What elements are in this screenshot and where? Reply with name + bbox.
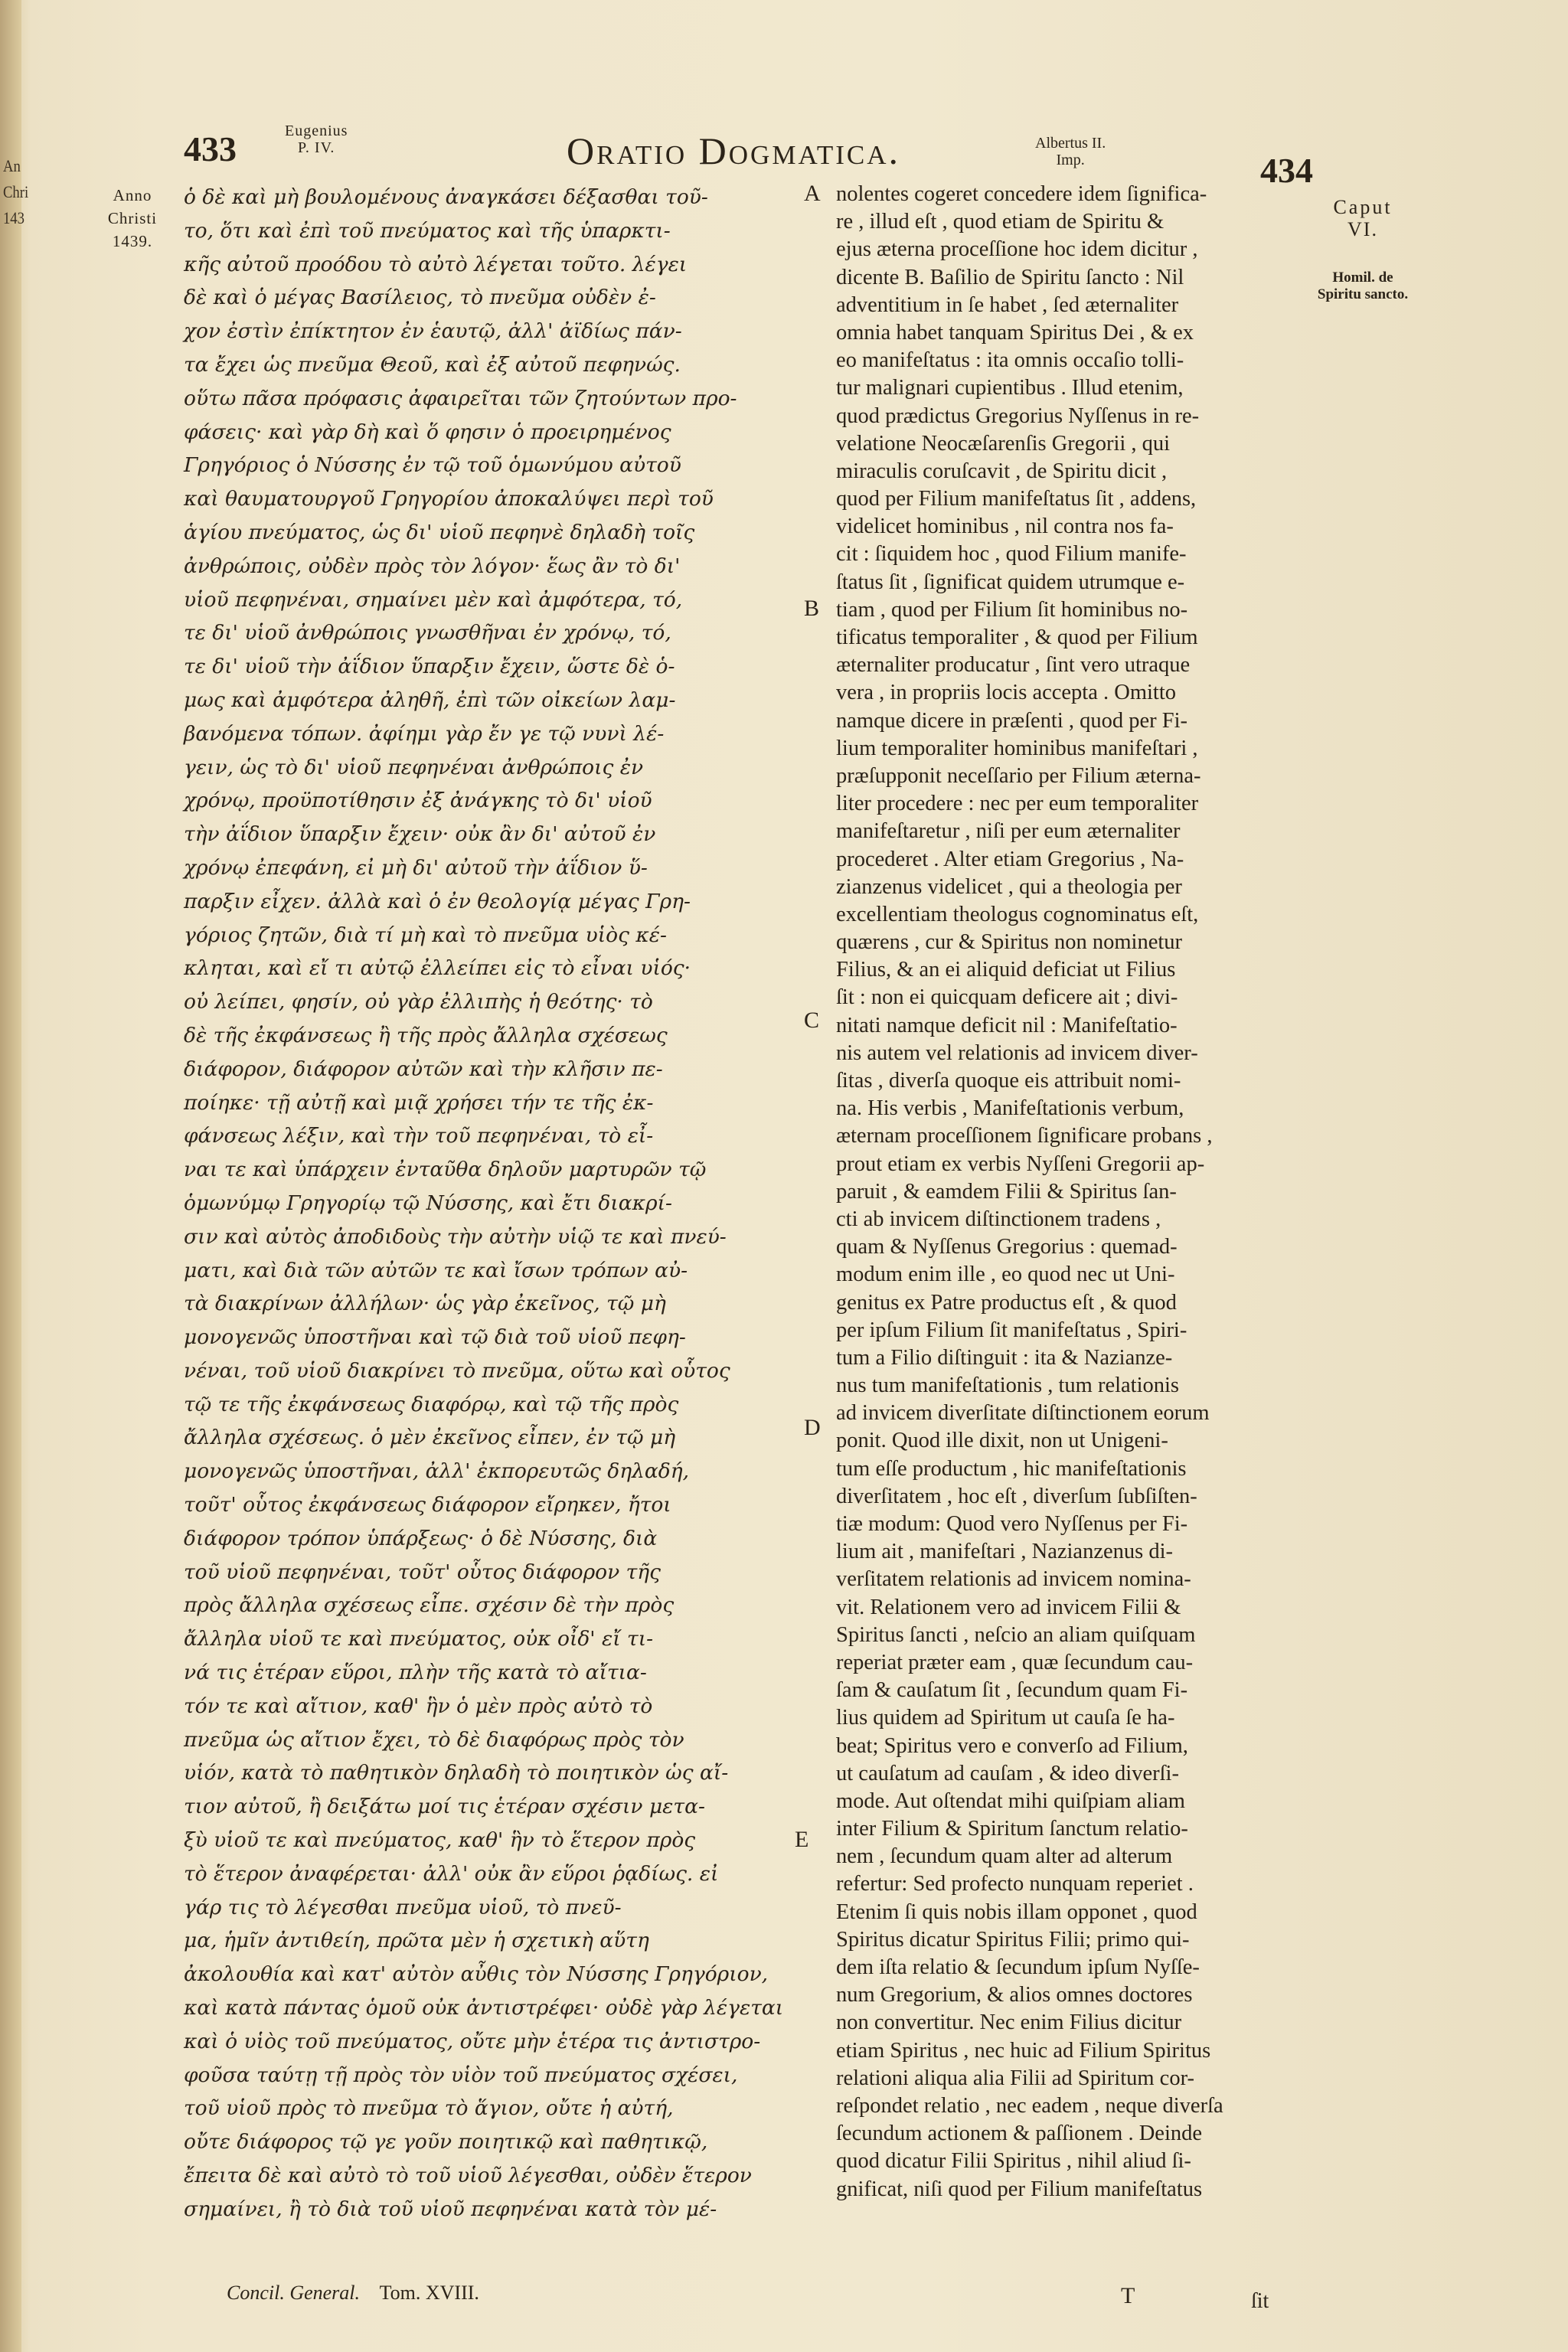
catchword: ſit	[1251, 2289, 1269, 2313]
text-line: κληται, καὶ εἴ τι αὐτῷ ἐλλείπει εἰς τὸ εἶναι υἱός·	[184, 956, 691, 981]
text-line: Filius, & an ei aliquid deficiat ut Filius	[836, 958, 1176, 982]
text-line: num Gregorium, & alios omnes doctores	[836, 1983, 1193, 2007]
text-line: σιν καὶ αὐτὸς ἀποδιδοὺς τὴν αὐτὴν υἱῷ τε καὶ πνεύ-	[184, 1224, 727, 1249]
text-line: quam & Nyſſenus Gregorius : quemad-	[836, 1235, 1178, 1259]
running-head-left-line: P. IV.	[298, 139, 335, 156]
text-line: lium temporaliter hominibus manifeſtari ,	[836, 736, 1198, 760]
text-line: reſpondet relatio , nec eadem , neque diverſa	[836, 2093, 1223, 2118]
signature-mark: T	[1121, 2283, 1135, 2308]
footer-volume	[227, 2282, 479, 2305]
text-line: παρξιν εἶχεν. ἀλλὰ καὶ ὁ ἐν θεολογίᾳ μέγας Γρη-	[184, 889, 691, 913]
chapter-number: VI.	[1348, 218, 1378, 240]
text-line: quod dicatur Filii Spiritus , nihil aliud ſi-	[836, 2149, 1191, 2174]
text-line: μα, ἡμῖν ἀντιθείη, πρῶτα μὲν ἡ σχετικὴ αὕτη	[184, 1929, 649, 1953]
text-line: ejus æterna proceſſione hoc idem dicitur ,	[836, 237, 1198, 262]
text-line: ναι τε καὶ ὑπάρχειν ἐνταῦθα δηλοῦν μαρτυρῶν τῷ	[184, 1158, 707, 1182]
text-line: tiam , quod per Filium ſit hominibus no-	[836, 597, 1188, 622]
text-line: æternaliter producatur , ſint vero utraque	[836, 653, 1191, 678]
text-line: ut cauſatum ad cauſam , & ideo diverſi-	[836, 1761, 1179, 1785]
page-number-right: 434	[1260, 151, 1313, 190]
text-line: ἄλληλα σχέσεως. ὁ μὲν ἐκεῖνος εἶπεν, ἐν τῷ μὴ	[184, 1426, 676, 1450]
text-line: ἀνθρώποις, οὐδὲν πρὸς τὸν λόγον· ἕως ἂν τὸ δι'	[184, 554, 681, 578]
section-marker-e: E	[795, 1827, 809, 1852]
text-line: χρόνῳ, προϋποτίθησιν ἐξ ἀνάγκης τὸ δι' υἱοῦ	[184, 789, 652, 813]
text-line: βανόμενα τόπων. ἀφίημι γὰρ ἔν γε τῷ νυνὶ λέ-	[184, 721, 665, 746]
text-line: τιον αὐτοῦ, ἢ δειξάτω μοί τις ἑτέραν σχέσιν μετα-	[184, 1795, 705, 1819]
margin-reference-line: Homil. de	[1332, 270, 1393, 286]
text-line: procederet . Alter etiam Gregorius , Na-	[836, 847, 1184, 871]
text-line: liter procedere : nec per eum temporaliter	[836, 792, 1199, 816]
text-line: ſtatus ſit , ſignificat quidem utrumque e-	[836, 570, 1185, 594]
chapter-label: Caput	[1333, 196, 1393, 218]
text-line: νά τις ἑτέραν εὕροι, πλὴν τῆς κατὰ τὸ αἴτια-	[184, 1661, 647, 1685]
text-line: adventitium in ſe habet , ſed æternaliter	[836, 292, 1179, 317]
text-line: nolentes cogeret concedere idem ſignifica-	[836, 182, 1207, 206]
page-title: Oratio Dogmatica.	[567, 129, 900, 172]
text-line: οὔτε διάφορος τῷ γε γοῦν ποιητικῷ καὶ παθητικῷ,	[184, 2130, 708, 2154]
text-line: ἀκολουθία καὶ κατ' αὐτὸν αὖθις τὸν Νύσσης Γρηγόριον,	[184, 1962, 769, 1987]
text-line: τοῦ υἱοῦ πρὸς τὸ πνεῦμα τὸ ἅγιον, οὔτε ἡ αὐτή,	[184, 2096, 674, 2121]
text-line: beat; Spiritus vero e converſo ad Filium,	[836, 1733, 1188, 1758]
margin-reference-line: Spiritu sancto.	[1317, 286, 1409, 302]
text-line: cit : ſiquidem hoc , quod Filium manife-	[836, 542, 1187, 567]
text-line: ſit : non ei quicquam deficere ait ; divi-	[836, 985, 1178, 1010]
text-line: non convertitur. Nec enim Filius dicitur	[836, 2011, 1182, 2035]
text-line: tur malignari cupientibus . Illud etenim,	[836, 376, 1184, 400]
text-line: οὐ λείπει, φησίν, οὐ γὰρ ἐλλιπὴς ἡ θεότης· τὸ	[184, 990, 653, 1014]
running-head-right	[1035, 135, 1106, 168]
text-line: καὶ κατὰ πάντας ὁμοῦ οὐκ ἀντιστρέφει· οὐδὲ γὰρ λέγεται	[184, 1996, 784, 2020]
text-line: τὰ διακρίνων ἀλλήλων· ὡς γὰρ ἐκεῖνος, τῷ μὴ	[184, 1292, 666, 1316]
text-line: Spiritus dicatur Spiritus Filii; primo qui-	[836, 1927, 1190, 1952]
section-marker-c: C	[804, 1008, 820, 1033]
text-line: ἔπειτα δὲ καὶ αὐτὸ τὸ τοῦ υἱοῦ λέγεσθαι, οὐδὲν ἕτερον	[184, 2164, 752, 2188]
text-line: dicente B. Baſilio de Spiritu ſancto : Nil	[836, 265, 1184, 289]
text-line: per ipſum Filium ſit manifeſtatus , Spiri-	[836, 1318, 1187, 1342]
text-line: paruit , & eamdem Filii & Spiritus ſan-	[836, 1179, 1177, 1204]
text-line: nus tum manifeſtationis , tum relationis	[836, 1374, 1180, 1398]
section-marker-d: D	[804, 1415, 821, 1440]
greek-text-column	[184, 181, 789, 2226]
text-line: καὶ ὁ υἱὸς τοῦ πνεύματος, οὔτε μὴν ἑτέρα τις ἀντιστρο-	[184, 2029, 761, 2053]
text-line: δὲ καὶ ὁ μέγας Βασίλειος, τὸ πνεῦμα οὐδὲν ἐ-	[184, 286, 656, 310]
text-line: tiæ modum: Quod vero Nyſſenus per Fi-	[836, 1512, 1188, 1536]
text-line: nis autem vel relationis ad invicem diver-	[836, 1040, 1198, 1065]
text-line: τοῦτ' οὗτος ἐκφάνσεως διάφορον εἴρηκεν, ἤτοι	[184, 1493, 671, 1517]
text-line: eo manifeſtatus : ita omnis occaſio tolli-	[836, 348, 1184, 373]
latin-text-column	[836, 181, 1306, 2203]
text-line: ποίηκε· τῇ αὐτῇ καὶ μιᾷ χρήσει τήν τε τῆς ἐκ-	[184, 1090, 654, 1115]
text-line: φάνσεως λέξιν, καὶ τὴν τοῦ πεφηνέναι, τὸ εἶ-	[184, 1124, 654, 1148]
text-line: τὸ ἕτερον ἀναφέρεται· ἀλλ' οὐκ ἂν εὕροι ῥᾳδίως. εἰ	[184, 1861, 719, 1886]
text-line: vera , in propriis locis accepta . Omitto	[836, 681, 1176, 705]
prev-edge-line: 143	[2, 208, 24, 227]
running-head-left-line: Eugenius	[285, 122, 348, 139]
text-line: δὲ τῆς ἐκφάνσεως ἢ τῆς πρὸς ἄλληλα σχέσεως	[184, 1023, 668, 1047]
text-line: Spiritus ſancti , neſcio an aliam quiſquam	[836, 1622, 1196, 1647]
text-line: φάσεις· καὶ γὰρ δὴ καὶ ὅ φησιν ὁ προειρημένος	[184, 420, 671, 444]
text-line: velatione Neocæſarenſis Gregorii , qui	[836, 431, 1171, 456]
text-line: namque dicere in præſenti , quod per Fi-	[836, 708, 1188, 733]
text-line: lius quidem ad Spiritum ut cauſa ſe ha-	[836, 1706, 1175, 1730]
text-line: prout etiam ex verbis Nyſſeni Gregorii ap-	[836, 1152, 1205, 1176]
text-line: tum a Filio diſtinguit : ita & Nazianze-	[836, 1345, 1173, 1370]
margin-note-line: Christi	[107, 209, 158, 227]
text-line: υἱοῦ πεφηνέναι, σημαίνει μὲν καὶ ἀμφότερα, τό,	[184, 587, 683, 612]
margin-reference	[1317, 270, 1409, 303]
text-line: quod prædictus Gregorius Nyſſenus in re-	[836, 403, 1200, 428]
text-line: excellentiam theologus cognominatus eſt,	[836, 902, 1199, 926]
text-line: οὕτω πᾶσα πρόφασις ἀφαιρεῖται τῶν ζητούντων προ-	[184, 386, 737, 410]
text-line: ἄλληλα υἱοῦ τε καὶ πνεύματος, οὐκ οἶδ' εἴ τι-	[184, 1627, 654, 1651]
text-line: mode. Aut oſtendat mihi quiſpiam aliam	[836, 1788, 1185, 1813]
text-line: diverſitatem , hoc eſt , diverſum ſubſiſten-	[836, 1484, 1197, 1508]
text-line: υἱόν, κατὰ τὸ παθητικὸν δηλαδὴ τὸ ποιητικὸν ὡς αἴ-	[184, 1761, 729, 1785]
text-line: reperiat præter eam , quæ ſecundum cau-	[836, 1650, 1194, 1674]
text-line: ſitas , diverſa quoque eis attribuit nomi-	[836, 1069, 1181, 1093]
text-line: etiam Spiritus , nec huic ad Filium Spiritus	[836, 2038, 1211, 2063]
text-line: γόριος ζητῶν, διὰ τί μὴ καὶ τὸ πνεῦμα υἱὸς κέ-	[184, 923, 667, 947]
text-line: quod per Filium manifeſtatus ſit , addens,	[836, 487, 1197, 511]
text-line: cti ab invicem diſtinctionem tradens ,	[836, 1207, 1161, 1231]
text-line: relationi aliqua alia Filii ad Spiritum cor-	[836, 2066, 1194, 2090]
text-line: χον ἐστὶν ἐπίκτητον ἐν ἑαυτῷ, ἀλλ' ἀϊδίως πάν-	[184, 319, 682, 344]
prev-edge-line: An	[2, 156, 21, 175]
footer-volume-number: Tom. XVIII.	[379, 2282, 479, 2304]
text-line: videlicet hominibus , nil contra nos fa-	[836, 514, 1174, 539]
running-head-right-line: Albertus II.	[1035, 135, 1106, 152]
text-line: ματι, καὶ διὰ τῶν αὐτῶν τε καὶ ἴσων τρόπων αὐ-	[184, 1258, 688, 1282]
footer-work-title: Concil. General.	[227, 2282, 361, 2304]
text-line: τε δι' υἱοῦ τὴν ἀΐδιον ὕπαρξιν ἔχειν, ὥστε δὲ ὁ-	[184, 655, 675, 679]
text-line: omnia habet tanquam Spiritus Dei , & ex	[836, 320, 1194, 345]
text-line: κῆς αὐτοῦ προόδου τὸ αὐτὸ λέγεται τοῦτο. λέγει	[184, 252, 688, 276]
text-line: re , illud eſt , quod etiam de Spiritu &	[836, 210, 1165, 234]
text-line: nem , ſecundum quam alter ad alterum	[836, 1844, 1173, 1869]
text-line: μονογενῶς ὑποστῆναι καὶ τῷ διὰ τοῦ υἱοῦ πεφη-	[184, 1325, 686, 1350]
text-line: πνεῦμα ὡς αἴτιον ἔχει, τὸ δὲ διαφόρως πρὸς τὸν	[184, 1727, 684, 1752]
text-line: verſitatem relationis ad invicem nomina-	[836, 1567, 1191, 1592]
text-line: ſecundum actionem & paſſionem . Deinde	[836, 2122, 1203, 2146]
text-line: inter Filium & Spiritum ſanctum relatio-	[836, 1817, 1188, 1841]
prev-edge-line: Chri	[2, 182, 29, 201]
binding-gutter	[0, 0, 29, 2352]
text-line: ξὺ υἱοῦ τε καὶ πνεύματος, καθ' ἣν τὸ ἕτερον πρὸς	[184, 1828, 696, 1853]
section-marker-b: B	[804, 596, 820, 621]
text-line: tificatus temporaliter , & quod per Filium	[836, 626, 1198, 649]
margin-note-line: Anno	[113, 186, 152, 204]
text-line: ἁγίου πνεύματος, ὡς δι' υἱοῦ πεφηνὲ δηλαδὴ τοῖς	[184, 520, 695, 544]
text-line: τόν τε καὶ αἴτιον, καθ' ἣν ὁ μὲν πρὸς αὐτὸ τὸ	[184, 1694, 653, 1718]
text-line: manifeſtaretur , niſi per eum æternaliter	[836, 819, 1181, 844]
text-line: πρὸς ἄλληλα σχέσεως εἶπε. σχέσιν δὲ τὴν πρὸς	[184, 1593, 675, 1618]
text-line: σημαίνει, ἢ τὸ διὰ τοῦ υἱοῦ πεφηνέναι κατὰ τὸν μέ-	[184, 2197, 717, 2221]
text-line: æternam proceſſionem ſignificare probans ,	[836, 1124, 1213, 1148]
text-line: ad invicem diverſitate diſtinctionem eorum	[836, 1401, 1210, 1426]
text-line: ὁμωνύμῳ Γρηγορίῳ τῷ Νύσσης, καὶ ἔτι διακρί-	[184, 1191, 672, 1215]
text-line: γάρ τις τὸ λέγεσθαι πνεῦμα υἱοῦ, τὸ πνεῦ-	[184, 1895, 622, 1919]
previous-page-edge	[2, 153, 29, 231]
text-line: dem iſta relatio & ſecundum ipſum Nyſſe-	[836, 1955, 1200, 1979]
text-line: φοῦσα ταύτῃ τῇ πρὸς τὸν υἱὸν τοῦ πνεύματος σχέσει,	[184, 2063, 738, 2087]
margin-note-line: 1439.	[112, 232, 153, 250]
text-line: διάφορον, διάφορον αὐτῶν καὶ τὴν κλῆσιν πε-	[184, 1057, 663, 1081]
running-head-left	[285, 122, 348, 156]
text-line: διάφορον τρόπον ὑπάρξεως· ὁ δὲ Νύσσης, διὰ	[184, 1526, 658, 1550]
text-line: vit. Relationem vero ad invicem Filii &	[836, 1595, 1181, 1619]
text-line: lium ait , manifeſtari , Nazianzenus di-	[836, 1540, 1174, 1564]
text-line: genitus ex Patre productus eſt , & quod	[836, 1290, 1177, 1315]
text-line: ponit. Quod ille dixit, non ut Unigeni-	[836, 1429, 1168, 1453]
text-line: na. His verbis , Manifeſtationis verbum,	[836, 1096, 1184, 1121]
text-line: καὶ θαυματουργοῦ Γρηγορίου ἀποκαλύψει περὶ τοῦ	[184, 487, 714, 511]
text-line: μονογενῶς ὑποστῆναι, ἀλλ' ἐκπορευτῶς δηλαδή,	[184, 1459, 690, 1484]
running-head-right-line: Imp.	[1056, 152, 1085, 168]
text-line: το, ὅτι καὶ ἐπὶ τοῦ πνεύματος καὶ τῆς ὑπαρκτι-	[184, 218, 671, 243]
text-line: τὴν ἀΐδιον ὕπαρξιν ἔχειν· οὐκ ἂν δι' αὐτοῦ ἐν	[184, 822, 656, 847]
text-line: Etenim ſi quis nobis illam opponet , quod	[836, 1900, 1197, 1924]
text-line: zianzenus videlicet , qui a theologia per	[836, 874, 1182, 899]
text-line: refertur: Sed profecto nunquam reperiet .	[836, 1872, 1194, 1896]
text-line: τα ἔχει ὡς πνεῦμα Θεοῦ, καὶ ἐξ αὐτοῦ πεφηνώς.	[184, 352, 681, 377]
text-line: μως καὶ ἀμφότερα ἀληθῆ, ἐπὶ τῶν οἰκείων λαμ-	[184, 688, 676, 712]
text-line: miraculis coruſcavit , de Spiritu dicit ,	[836, 459, 1168, 483]
text-line: nitati namque deficit nil : Manifeſtatio-	[836, 1013, 1178, 1037]
text-line: præſupponit neceſſario per Filium æterna-	[836, 763, 1201, 788]
text-line: ὁ δὲ καὶ μὴ βουλομένους ἀναγκάσει δέξασθαι τοῦ-	[184, 185, 708, 209]
text-line: τοῦ υἱοῦ πεφηνέναι, τοῦτ' οὗτος διάφορον τῆς	[184, 1560, 662, 1584]
text-line: tum eſſe productum , hic manifeſtationis	[836, 1456, 1187, 1481]
text-line: ſam & cauſatum ſit , ſecundum quam Fi-	[836, 1678, 1188, 1703]
margin-note-chapter	[1317, 196, 1409, 303]
text-line: νέναι, τοῦ υἱοῦ διακρίνει τὸ πνεῦμα, οὕτω καὶ οὗτος	[184, 1358, 730, 1383]
text-line: τε δι' υἱοῦ ἀνθρώποις γνωσθῆναι ἐν χρόνῳ, τό,	[184, 621, 671, 645]
text-line: γειν, ὡς τὸ δι' υἱοῦ πεφηνέναι ἀνθρώποις ἐν	[184, 755, 644, 779]
text-line: modum enim ille , eo quod nec ut Uni-	[836, 1263, 1175, 1287]
section-marker-a: A	[804, 181, 821, 206]
text-line: χρόνῳ ἐπεφάνη, εἰ μὴ δι' αὐτοῦ τὴν ἀΐδιον ὕ-	[184, 855, 648, 880]
text-line: τῷ τε τῆς ἐκφάνσεως διαφόρῳ, καὶ τῷ τῆς πρὸς	[184, 1392, 679, 1416]
text-line: gnificat, niſi quod per Filium manifeſtatus	[836, 2177, 1203, 2201]
page-number-left: 433	[184, 129, 237, 168]
text-line: Γρηγόριος ὁ Νύσσης ἐν τῷ τοῦ ὁμωνύμου αὐτοῦ	[184, 453, 681, 478]
margin-note-year	[83, 184, 182, 253]
text-line: quærens , cur & Spiritus non nominetur	[836, 930, 1183, 955]
